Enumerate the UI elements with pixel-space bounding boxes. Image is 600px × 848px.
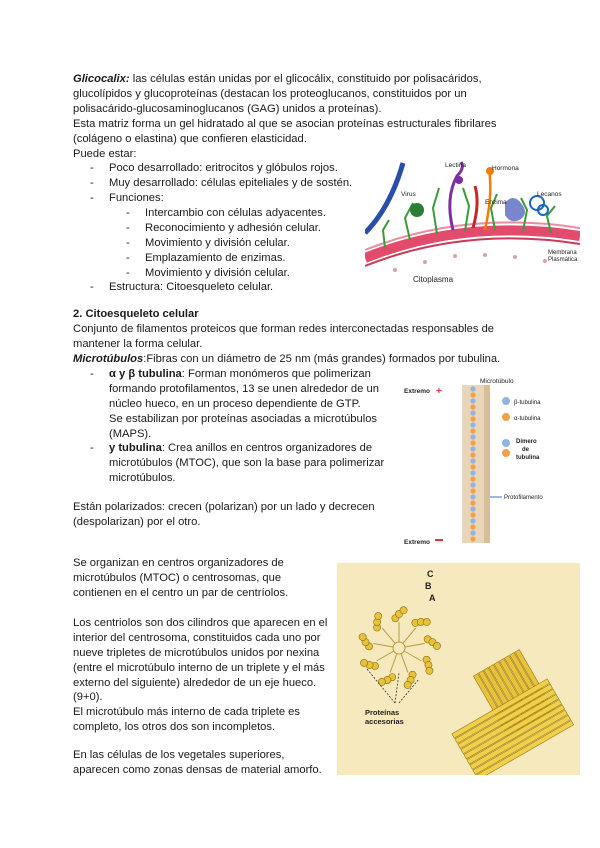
centro-p4-line-2: aparecen como zonas densas de material amorfo. xyxy=(73,764,322,776)
ab-tubulina-line-3: núcleo hueco, en un proceso dependiente de GTP. xyxy=(109,398,361,410)
beta-tubulina-label: β-tubulina xyxy=(514,400,541,406)
bullet-dash: - xyxy=(90,442,94,454)
tubulin-bead xyxy=(470,488,475,493)
tubulin-bead xyxy=(470,392,475,397)
g-tubulina-line-3: microtúbulos. xyxy=(109,472,176,484)
tubulin-bead xyxy=(470,386,475,391)
list-item: Estructura: Citoesqueleto celular. xyxy=(109,281,274,293)
triplet-tubule xyxy=(404,681,411,688)
proteinas-label-1: Proteínas xyxy=(365,708,400,717)
glicocalix-line-1: Glicocalix: las células están unidas por el glicocálix, constituido por polisacáridos, xyxy=(73,73,482,85)
list-item: Poco desarrollado: eritrocitos y glóbulos rojos. xyxy=(109,162,338,174)
bullet-dash: - xyxy=(126,237,130,249)
glicocalix-line-2: glucolípidos y glucoproteínas (destacan los proteoglucanos, constituidos por un xyxy=(73,88,467,100)
tubulin-bead xyxy=(470,518,475,523)
tubulin-bead xyxy=(470,398,475,403)
minus-sign xyxy=(435,539,443,541)
microtubulo-label: Microtúbulo xyxy=(480,378,514,385)
dimero-label-1: Dímero xyxy=(516,439,537,445)
triplet-tubule xyxy=(400,607,407,614)
tubulin-bead xyxy=(470,452,475,457)
lectina-label: Lectina xyxy=(445,162,466,169)
g-tubulina-term: y tubulina xyxy=(109,442,162,454)
intro-line-1: Conjunto de filamentos proteicos que forman redes interconectadas responsables de xyxy=(73,323,495,335)
tubulin-bead xyxy=(470,416,475,421)
dimero-label-2: de xyxy=(522,447,530,453)
polar-line-1: Están polarizados: crecen (polarizan) por un lado y decrecen xyxy=(73,501,375,513)
bullet-dash: - xyxy=(126,207,130,219)
bullet-dash: - xyxy=(90,162,94,174)
polar-line-2: (despolarizan) por el otro. xyxy=(73,516,201,528)
bullet-dash: - xyxy=(90,192,94,204)
proteinas-label-2: accesorias xyxy=(365,717,404,726)
bullet-dash: - xyxy=(90,281,94,293)
tubulin-bead xyxy=(470,434,475,439)
label-b: B xyxy=(425,581,432,591)
lecanos-label: Lecanos xyxy=(537,191,562,198)
tubulin-bead xyxy=(470,440,475,445)
bullet-dash: - xyxy=(126,267,130,279)
microtubulos-term: Microtúbulos xyxy=(73,353,144,365)
centro-p1-line-3: contienen en el centro un par de centríolos. xyxy=(73,587,289,599)
bullet-dash: - xyxy=(90,368,94,380)
tubulin-bead xyxy=(470,536,475,541)
list-item: Muy desarrollado: células epiteliales y de sostén. xyxy=(109,177,353,189)
triplet-tubule xyxy=(360,659,367,666)
g-tubulina-line-1: y tubulina: Crea anillos en centros organizadores de xyxy=(109,442,373,454)
tubulin-bead xyxy=(470,476,475,481)
centro-p1-line-1: Se organizan en centros organizadores de xyxy=(73,557,284,569)
membrana-label-1: Membrana xyxy=(548,250,577,256)
centro-p3-line-1: El microtúbulo más interno de cada triplete es xyxy=(73,706,300,718)
triplet-tubule xyxy=(433,642,440,649)
centro-p2-line-6: (9+0). xyxy=(73,691,103,703)
ab-tubulina-term: α y β tubulina xyxy=(109,368,182,380)
ab-tubulina-line-1: α y β tubulina: Forman monómeros que polimerizan xyxy=(109,368,371,380)
citoplasma-label: Citoplasma xyxy=(413,275,454,284)
label-c: C xyxy=(427,569,434,579)
bullet-dash: - xyxy=(90,177,94,189)
extremo-plus-label: Extremo xyxy=(404,388,431,395)
function-item: Intercambio con células adyacentes. xyxy=(145,207,326,219)
tubulin-bead xyxy=(470,404,475,409)
glicocalix-term: Glicocalix: xyxy=(73,73,130,85)
triplet-tubule xyxy=(378,678,385,685)
tubulin-bead xyxy=(470,458,475,463)
tubulin-bead xyxy=(470,512,475,517)
intro-line-2: mantener la forma celular. xyxy=(73,338,203,350)
plus-sign: + xyxy=(436,386,442,397)
tubulin-bead xyxy=(470,410,475,415)
glicocalix-line-3: polisacárido-glucosaminoglucanos (GAG) unidos a proteínas). xyxy=(73,103,382,115)
tubulin-bead xyxy=(470,428,475,433)
hormona-label: Hormona xyxy=(492,165,519,172)
triplet-tubule xyxy=(426,667,433,674)
tubulin-bead xyxy=(470,500,475,505)
list-item: Funciones: xyxy=(109,192,164,204)
function-item: Movimiento y división celular. xyxy=(145,237,290,249)
centro-p1-line-2: microtúbulos (MTOC) o centrosomas, que xyxy=(73,572,282,584)
glicocalix-line-5: (colágeno o elastina) que confieren elasticidad. xyxy=(73,133,307,145)
dimero-label-3: tubulina xyxy=(516,455,540,461)
microtubulos-line: Microtúbulos:Fibras con un diámetro de 25 nm (más grandes) formados por tubulina. xyxy=(73,353,501,365)
tubulin-bead xyxy=(470,446,475,451)
label-a: A xyxy=(429,593,436,603)
centro-p2-line-4: (entre el microtúbulo interno de un triplete y el más xyxy=(73,662,325,674)
extremo-minus-label: Extremo xyxy=(404,539,431,546)
protofilamento-label: Protofilamento xyxy=(504,495,543,501)
centriole-figure xyxy=(337,563,580,775)
puede-estar: Puede estar: xyxy=(73,148,137,160)
alpha-tubulina-label: α-tubulina xyxy=(514,416,541,422)
centro-p2-line-3: nueve tripletes de microtúbulos unidos por nexina xyxy=(73,647,320,659)
function-item: Movimiento y división celular. xyxy=(145,267,290,279)
tubulin-bead xyxy=(470,506,475,511)
bullet-dash: - xyxy=(126,222,130,234)
tubulin-bead xyxy=(470,464,475,469)
function-item: Emplazamiento de enzimas. xyxy=(145,252,286,264)
centro-p4-line-1: En las células de los vegetales superiores, xyxy=(73,749,285,761)
triplet-tubule xyxy=(359,633,366,640)
membrana-label-2: Plasmática xyxy=(548,257,578,263)
tubulin-bead xyxy=(470,524,475,529)
enzima-label: Enzima xyxy=(485,199,507,206)
triplet-tubule xyxy=(423,618,430,625)
centro-p2-line-1: Los centriolos son dos cilindros que aparecen en el xyxy=(73,617,328,629)
glycocalyx-figure xyxy=(365,158,580,288)
tubulin-bead xyxy=(470,530,475,535)
section-heading: 2. Citoesqueleto celular xyxy=(73,308,199,320)
ab-tubulina-line-4: Se estabilizan por proteínas asociadas a microtúbulos xyxy=(109,413,378,425)
centro-p2-line-2: interior del centrosoma, constituidos cada uno por xyxy=(73,632,321,644)
function-item: Reconocimiento y adhesión celular. xyxy=(145,222,321,234)
tubulin-bead xyxy=(470,482,475,487)
tubulin-bead xyxy=(470,494,475,499)
tubulin-bead xyxy=(470,422,475,427)
virus-label: Virus xyxy=(401,191,416,198)
triplet-tubule xyxy=(375,613,382,620)
g-tubulina-line-2: microtúbulos (MTOC), que son la base para polimerizar xyxy=(109,457,385,469)
tubulin-bead xyxy=(470,470,475,475)
microtubule-figure xyxy=(400,375,580,547)
centro-p2-line-5: externo del siguiente) alrededor de un eje hueco. xyxy=(73,677,317,689)
glicocalix-line-4: Esta matriz forma un gel hidratado al que se asocian proteínas estructurales fibrilares xyxy=(73,118,497,130)
ab-tubulina-line-2: formando protofilamentos, 13 se unen alrededor de un xyxy=(109,383,379,395)
bullet-dash: - xyxy=(126,252,130,264)
ab-tubulina-line-5: (MAPS). xyxy=(109,428,152,440)
centro-p3-line-2: completo, los otros dos son incompletos. xyxy=(73,721,276,733)
